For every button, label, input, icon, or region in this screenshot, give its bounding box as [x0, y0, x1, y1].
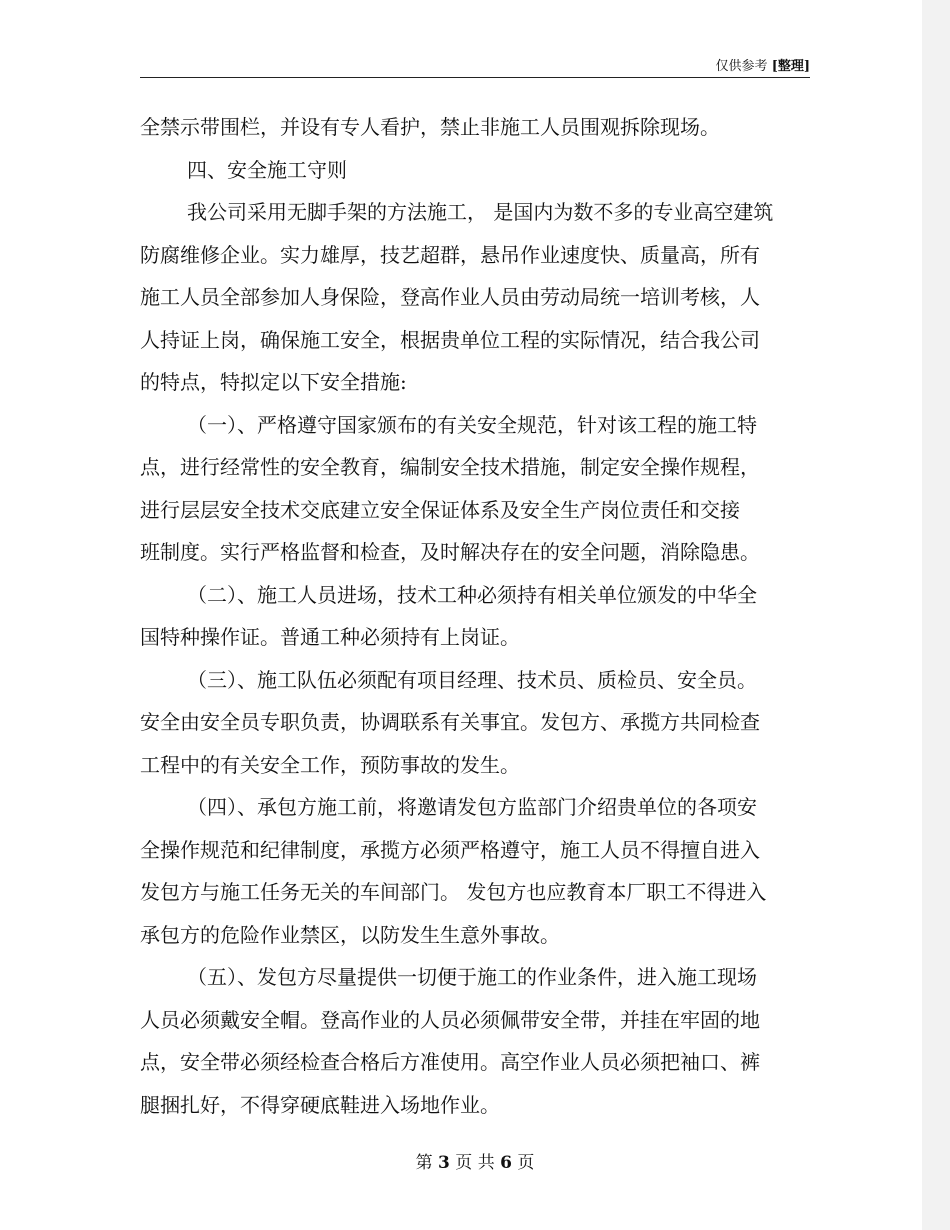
- page-footer: [0, 1148, 950, 1173]
- text-line: 人员必须戴安全帽。登高作业的人员必须佩带安全带，并挂在牢固的地: [140, 1007, 760, 1032]
- footer-suffix: 页: [517, 1153, 535, 1173]
- text-line: 的特点，特拟定以下安全措施:: [140, 370, 407, 394]
- text-line: 防腐维修企业。实力雄厚，技艺超群，悬吊作业速度快、质量高，所有: [140, 242, 760, 267]
- text-line: 国特种操作证。普通工种必须持有上岗证。: [140, 625, 520, 649]
- text-line: （四）、承包方施工前，将邀请发包方监部门介绍贵单位的各项安: [187, 795, 757, 819]
- header-rule: [140, 77, 810, 78]
- text-line: 我公司采用无脚手架的方法施工， 是国内为数不多的专业高空建筑: [187, 200, 774, 224]
- header-bracket: [整理]: [771, 59, 810, 74]
- text-line: 发包方与施工任务无关的车间部门。 发包方也应教育本厂职工不得进入: [140, 880, 767, 904]
- footer-middle: 页 共: [455, 1153, 495, 1173]
- footer-prefix: 第: [415, 1153, 433, 1173]
- text-line: （五）、发包方尽量提供一切便于施工的作业条件，进入施工现场: [187, 965, 757, 989]
- text-line: （三）、施工队伍必须配有项目经理、技术员、质检员、安全员。: [187, 667, 757, 692]
- document-body: [140, 106, 800, 1126]
- header-text: 仅供参考: [715, 59, 768, 74]
- text-line: 全操作规范和纪律制度，承揽方必须严格遵守，施工人员不得擅自进入: [140, 837, 760, 862]
- text-line: （一）、严格遵守国家颁布的有关安全规范，针对该工程的施工特: [187, 412, 757, 437]
- text-line: 工程中的有关安全工作，预防事故的发生。: [140, 752, 520, 777]
- text-line: 进行层层安全技术交底建立安全保证体系及安全生产岗位责任和交接: [140, 497, 740, 522]
- text-line: 全禁示带围栏，并设有专人看护，禁止非施工人员围观拆除现场。: [140, 115, 720, 139]
- text-line: 人持证上岗，确保施工安全，根据贵单位工程的实际情况，结合我公司: [140, 327, 760, 352]
- text-line: 班制度。实行严格监督和检查，及时解决存在的安全问题，消除隐患。: [140, 540, 760, 564]
- footer-total-pages: 6: [500, 1153, 512, 1173]
- text-line: 承包方的危险作业禁区，以防发生生意外事故。: [140, 922, 560, 947]
- text-line: 四、安全施工守则: [187, 157, 347, 182]
- text-line: 施工人员全部参加人身保险，登高作业人员由劳动局统一培训考核，人: [140, 285, 760, 309]
- text-line: 点，安全带必须经检查合格后方准使用。高空作业人员必须把袖口、裤: [140, 1050, 760, 1074]
- text-line: 腿捆扎好，不得穿硬底鞋进入场地作业。: [140, 1092, 500, 1117]
- text-line: 点，进行经常性的安全教育，编制安全技术措施，制定安全操作规程，: [140, 455, 760, 479]
- footer-current-page: 3: [438, 1153, 450, 1173]
- text-line: 安全由安全员专职负责，协调联系有关事宜。发包方、承揽方共同检查: [140, 710, 760, 734]
- text-line: （二）、施工人员进场，技术工种必须持有相关单位颁发的中华全: [187, 582, 757, 607]
- page-header: [140, 55, 810, 74]
